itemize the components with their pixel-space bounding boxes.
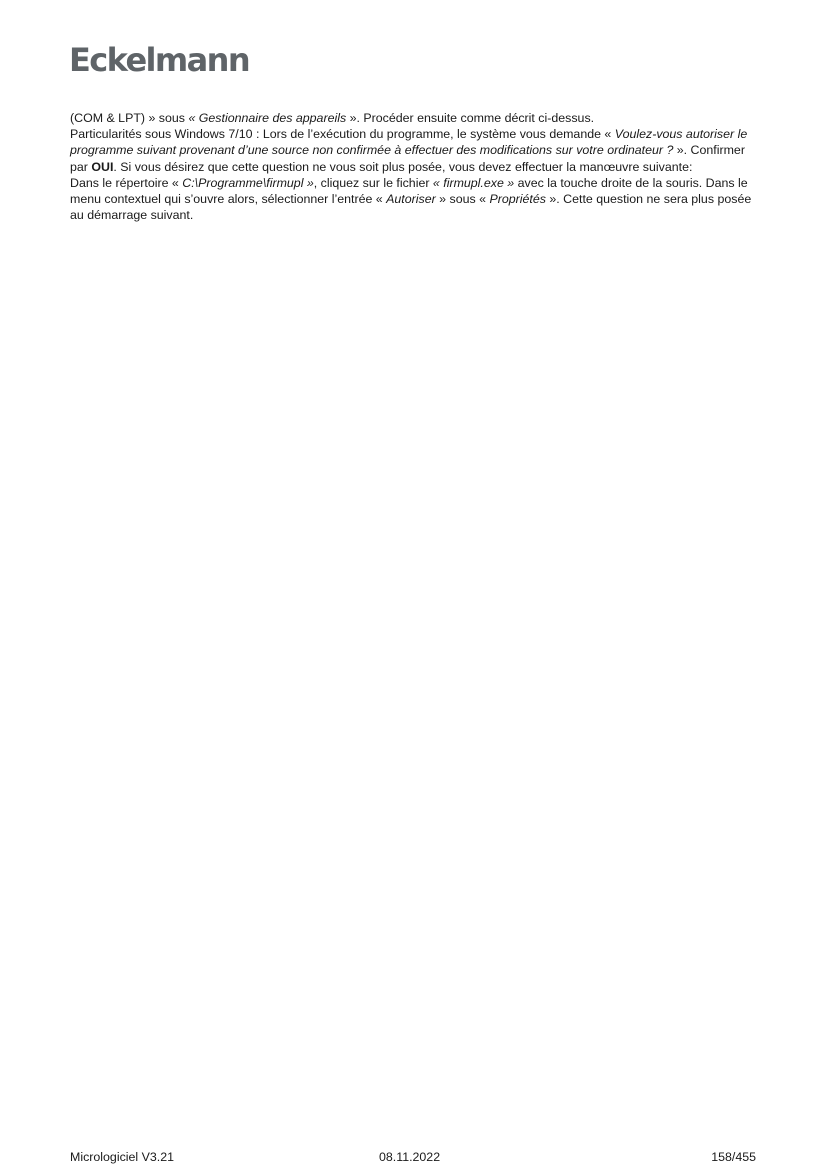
paragraph-device-manager xyxy=(70,110,760,126)
device-manager-term: « Gestionnaire des appareils xyxy=(188,111,347,125)
paragraph-windows-notes xyxy=(70,126,760,175)
document-body xyxy=(70,110,760,223)
text-segment: , cliquez sur le fichier xyxy=(313,175,433,190)
text-segment: ». Cette question ne sera plus posée au démarrage suivant. xyxy=(70,192,752,223)
text-segment: ». Confirmer par xyxy=(70,143,745,174)
properties-entry: Propriétés xyxy=(489,192,546,207)
text-segment: » sous « xyxy=(435,192,490,207)
text-segment: avec la touche droite de la souris. Dans le menu contextuel qui s’ouvre alors, sélectionner l’entrée « xyxy=(70,175,748,207)
eckelmann-logo: Eckelmann xyxy=(69,41,250,79)
text-segment: (COM & LPT) » sous xyxy=(70,111,189,125)
file-name: « firmupl.exe » xyxy=(432,175,515,190)
text-segment: . Si vous désirez que cette question ne vous soit plus posée, vous devez effectuer la manœuvre suivante: xyxy=(113,159,693,174)
footer-date: 08.11.2022 xyxy=(379,1150,441,1164)
footer-page-number: 158/455 xyxy=(711,1150,756,1164)
footer-product-version: Micrologiciel V3.21 xyxy=(70,1150,174,1164)
authorize-entry: Autoriser xyxy=(386,192,436,207)
confirm-oui: OUI xyxy=(91,159,114,174)
text-segment: Dans le répertoire « xyxy=(70,175,183,190)
text-segment: Particularités sous Windows 7/10 : Lors de l’exécution du programme, le système vous demande « xyxy=(70,127,615,142)
paragraph-directory-steps xyxy=(70,175,760,224)
directory-path: C:\Programme\firmupl » xyxy=(182,175,314,190)
text-segment: ». Procéder ensuite comme décrit ci-dessus. xyxy=(346,111,595,125)
uac-question: Voulez-vous autoriser le programme suivant provenant d’une source non confirmée à effectuer des modifications sur votre ordinateur ? xyxy=(70,127,748,158)
